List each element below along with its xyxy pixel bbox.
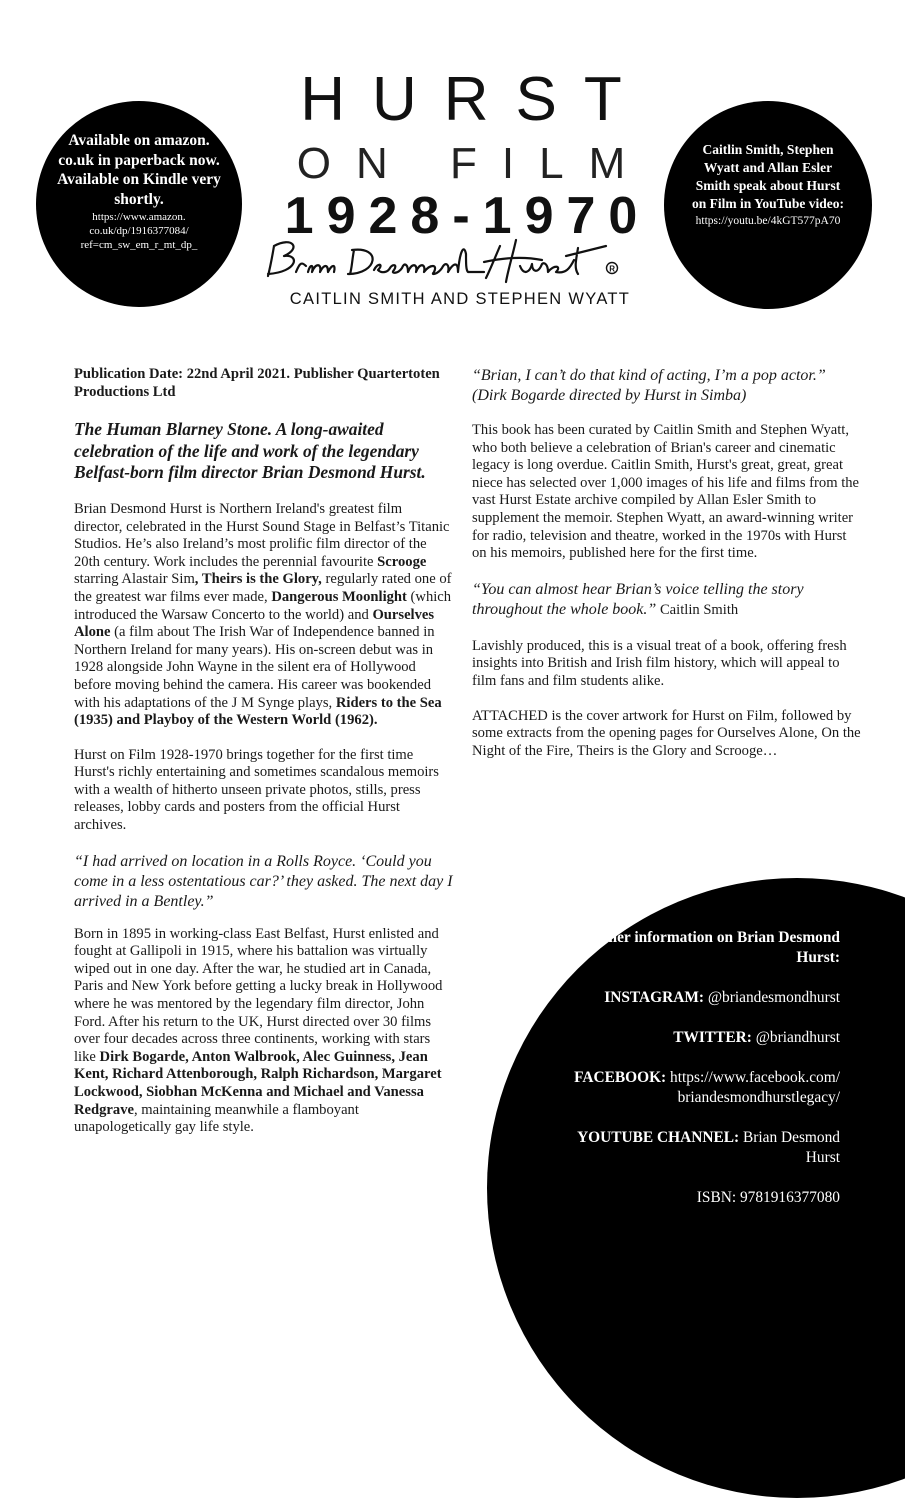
amazon-availability-badge [36, 101, 242, 307]
biography-paragraph: Born in 1895 in working-class East Belfast, Hurst enlisted and fought at Gallipoli in 1915, where his battalion was virtually wiped out in one day. After the war, he studied art in Canada, Paris and New York before getting a lucky break in Hollywood where he was mentored by the legendary film director, John Ford. After his return to the UK, Hurst directed over 30 films over four decades across three continents, working with stars like Dirk Bogarde, Anton Walbrook, Alec Guinness, Jean Kent, Richard Attenborough, Ralph Richardson, Margaret Lockwood, Siobhan McKenna and Michael and Vanessa Redgrave, maintaining meanwhile a flamboyant unapologetically gay life style. [74, 925, 443, 1136]
amazon-availability-text: Available on amazon. co.uk in paperback now. Available on Kindle very shortly. [57, 132, 221, 208]
amazon-link[interactable]: https://www.amazon. co.uk/dp/1916377084/ ref=cm_sw_em_r_mt_dp_ [80, 211, 198, 251]
left-column [74, 366, 454, 1154]
curation-paragraph: This book has been curated by Caitlin Smith and Stephen Wyatt, who both believe a celebration of Brian's career and cinematic legacy is long overdue. Caitlin Smith, Hurst's great, great, great niece has selected over 1,000 images of his life and films from the vast Hurst Estate archive compiled by Allan Esler Smith to supplement the memoir. Stephen Wyatt, an award-winning writer for radio, television and theatre, worked in the 1970s with Hurst on his memoirs, published here for the first time. [472, 422, 860, 562]
youtube-channel-line[interactable]: YOUTUBE CHANNEL: Brian Desmond Hurst [577, 1129, 840, 1166]
memoir-paragraph: Hurst on Film 1928-1970 brings together for the first time Hurst's richly entertaining and sometimes scandalous memoirs with a wealth of hitherto unseen private photos, stills, press releases, lobby cards and posters from the official Hurst archives. [74, 746, 439, 834]
facebook-line[interactable]: FACEBOOK: https://www.facebook.com/ briandesmondhurstlegacy/ [574, 1069, 840, 1106]
contact-info [540, 928, 840, 1228]
isbn-line: ISBN: 9781916377080 [696, 1189, 840, 1206]
info-heading: For further information on Brian Desmond Hurst: [555, 929, 840, 966]
book-subtitle: ON FILM [296, 139, 651, 188]
lead-paragraph: The Human Blarney Stone. A long-awaited celebration of the life and work of the legendary Belfast-born film director Brian Desmond Hurst. [74, 419, 426, 483]
youtube-video-badge [664, 101, 872, 309]
publication-date: Publication Date: 22nd April 2021. Publisher Quartertoten Productions Ltd [74, 366, 440, 400]
instagram-line[interactable]: INSTAGRAM: @briandesmondhurst [604, 989, 840, 1006]
svg-text:R: R [609, 264, 615, 274]
youtube-video-link[interactable]: https://youtu.be/4kGT577pA70 [695, 215, 841, 227]
caitlin-quote: “You can almost hear Brian’s voice telling the story throughout the whole book.” Caitlin Smith [472, 580, 804, 618]
book-authors: CAITLIN SMITH AND STEPHEN WYATT [289, 290, 631, 308]
youtube-video-text: Caitlin Smith, Stephen Wyatt and Allan Esler Smith speak about Hurst on Film in YouTube video: [691, 142, 845, 211]
bogarde-quote: “Brian, I can’t do that kind of acting, I’m a pop actor.” (Dirk Bogarde directed by Hurst in Simba) [472, 367, 826, 404]
book-years: 1928-1970 [284, 187, 651, 245]
production-paragraph: Lavishly produced, this is a visual treat of a book, offering fresh insights into British and Irish film history, which will appeal to film fans and film students alike. [472, 637, 847, 689]
book-title: HURST [300, 65, 649, 134]
intro-paragraph: Brian Desmond Hurst is Northern Ireland's greatest film director, celebrated in the Hurst Sound Stage in Belfast’s Titanic Studios. He’s also Ireland’s most prolific film director of the 20th century. Work includes the perennial favourite Scrooge starring Alastair Sim, Theirs is the Glory, regularly rated one of the greatest war films ever made, Dangerous Moonlight (which introduced the Warsaw Concerto to the world) and Ourselves Alone (a film about The Irish War of Independence banned in Northern Ireland for many years). His on-screen debut was in 1928 alongside John Wayne in the silent era of Hollywood before moving behind the camera. His career was bookended with his adaptations of the J M Synge plays, Riders to the Sea (1935) and Playboy of the Western World (1962). [74, 500, 452, 729]
rolls-royce-quote: “I had arrived on location in a Rolls Royce. ‘Could you come in a less ostentatious car?’ they asked. The next day I arrived in a Bentley.” [74, 852, 453, 910]
right-column [472, 366, 864, 777]
twitter-line[interactable]: TWITTER: @briandhurst [673, 1029, 840, 1046]
signature-logo [262, 232, 622, 290]
attached-paragraph: ATTACHED is the cover artwork for Hurst on Film, followed by some extracts from the opening pages for Ourselves Alone, On the Night of the Fire, Theirs is the Glory and Scrooge… [472, 707, 861, 759]
